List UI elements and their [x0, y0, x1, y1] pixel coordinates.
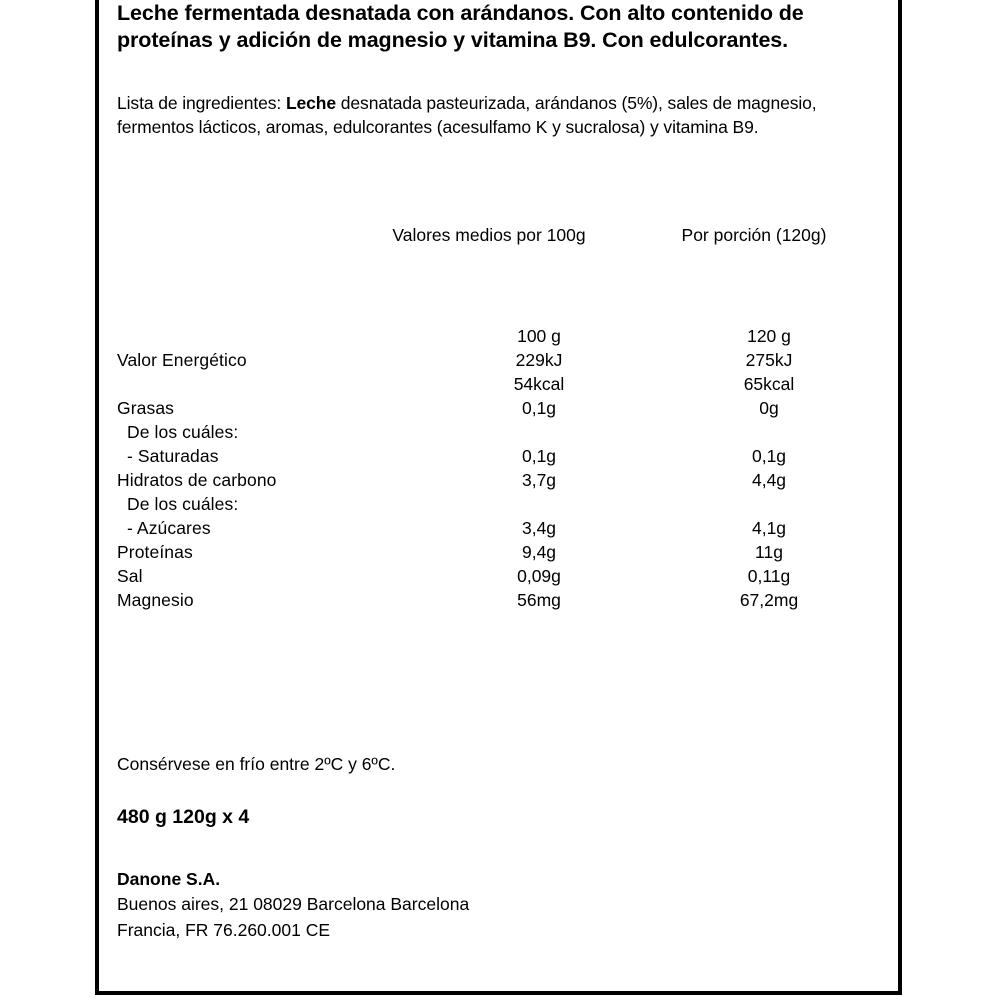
manufacturer-address-line-2: Francia, FR 76.260.001 CE	[117, 919, 331, 940]
nutrient-label: Hidratos de carbono	[117, 470, 277, 490]
nutrient-value-per-100g: 0,1g	[521, 446, 557, 466]
nutrition-row	[99, 444, 906, 468]
nutrient-label: Grasas	[117, 398, 175, 418]
product-title: Leche fermentada desnatada con arándanos. Con alto contenido de proteínas y adición de magnesio y vitamina B9. Con edulcorantes.	[117, 1, 804, 52]
nutrition-row	[99, 468, 906, 492]
nutrition-row	[99, 492, 906, 516]
ingredients-list	[117, 92, 877, 139]
nutrient-value-per-100g: 100 g	[517, 326, 561, 346]
nutrition-row	[99, 396, 906, 420]
ingredients-prefix: Lista de ingredientes:	[117, 93, 286, 113]
nutrient-label: - Saturadas	[127, 446, 219, 466]
ingredients-rest: desnatada pasteurizada, arándanos (5%), sales de magnesio, fermentos lácticos, aromas, edulcorantes (acesulfamo K y sucralosa) y vitamina B9.	[117, 93, 817, 137]
nutrition-table-header-row	[99, 224, 906, 258]
nutrient-value-per-portion: 0,1g	[751, 446, 787, 466]
nutrition-row	[99, 420, 906, 444]
nutrient-value-per-100g: 56mg	[517, 590, 561, 610]
manufacturer-name: Danone S.A.	[117, 869, 221, 889]
nutrient-label: Valor Energético	[117, 350, 247, 370]
ingredients-allergen-leche: Leche	[285, 93, 337, 113]
nutrition-row	[99, 540, 906, 564]
nutrient-value-per-portion: 0g	[759, 398, 779, 418]
nutrient-value-per-100g: 0,1g	[521, 398, 557, 418]
nutrition-row	[99, 588, 906, 612]
nutrition-row	[99, 564, 906, 588]
nutrition-row	[99, 324, 906, 348]
nutrition-table	[99, 224, 906, 610]
nutrient-value-per-100g: 0,09g	[517, 566, 561, 586]
nutrient-value-per-100g: 9,4g	[521, 542, 557, 562]
manufacturer-block	[117, 867, 817, 943]
manufacturer-address-line-1: Buenos aires, 21 08029 Barcelona Barcelona	[117, 894, 470, 914]
nutrient-value-per-100g: 3,7g	[521, 470, 557, 490]
nutrient-value-per-100g: 3,4g	[521, 518, 557, 538]
net-weight: 480 g 120g x 4	[117, 806, 250, 828]
nutrient-value-per-portion: 0,11g	[747, 566, 791, 586]
nutrition-row	[99, 372, 906, 396]
nutrition-label-frame	[95, 0, 902, 995]
nutrient-label: Proteínas	[117, 542, 193, 562]
nutrient-label: - Azúcares	[127, 518, 211, 538]
nutrient-value-per-portion: 120 g	[747, 326, 791, 346]
nutrient-label: Sal	[117, 566, 143, 586]
nutrient-value-per-portion: 4,4g	[751, 470, 787, 490]
nutrition-rows	[99, 324, 906, 612]
nutrient-label: Magnesio	[117, 590, 194, 610]
column-header-per-100g: Valores medios por 100g	[392, 225, 586, 245]
nutrient-value-per-100g: 54kcal	[513, 374, 565, 394]
nutrition-row	[99, 516, 906, 540]
nutrient-value-per-portion: 4,1g	[751, 518, 787, 538]
nutrient-label: De los cuáles:	[127, 422, 239, 442]
nutrient-value-per-100g: 229kJ	[515, 350, 563, 370]
nutrient-value-per-portion: 67,2mg	[739, 590, 799, 610]
nutrient-value-per-portion: 65kcal	[743, 374, 795, 394]
nutrition-row	[99, 348, 906, 372]
nutrient-value-per-portion: 275kJ	[745, 350, 793, 370]
nutrient-value-per-portion: 11g	[755, 542, 783, 562]
storage-instructions: Consérvese en frío entre 2ºC y 6ºC.	[117, 754, 396, 774]
column-header-per-portion: Por porción (120g)	[681, 225, 827, 245]
nutrition-label-content	[99, 0, 898, 991]
nutrient-label: De los cuáles:	[127, 494, 239, 514]
